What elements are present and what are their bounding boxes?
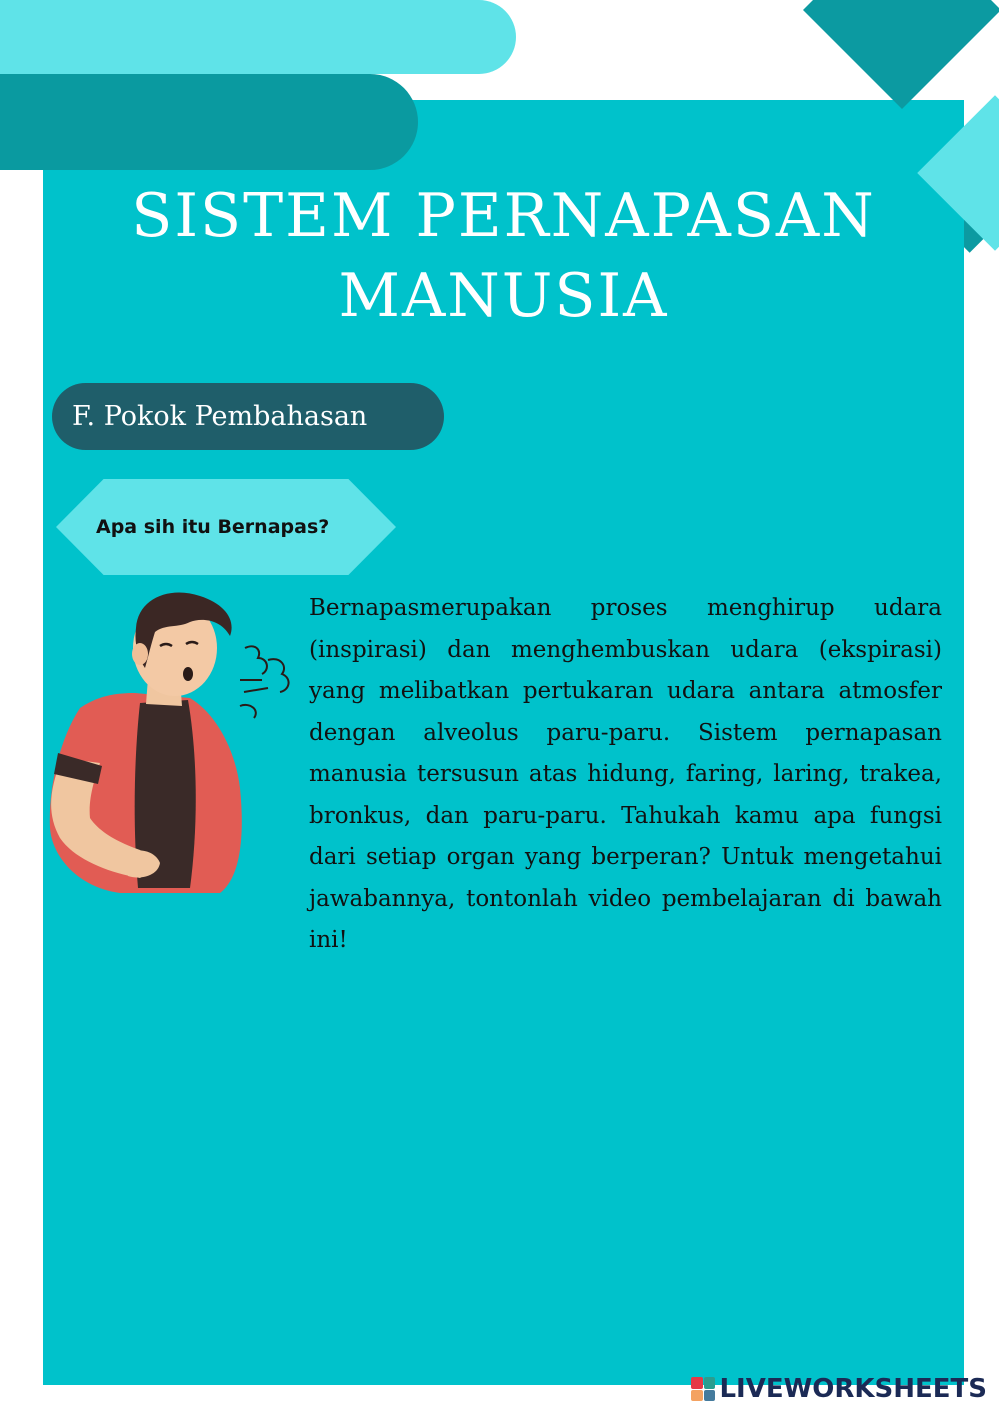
logo-square-teal	[704, 1377, 716, 1389]
logo-square-orange	[691, 1390, 703, 1402]
body-paragraph: Bernapasmerupakan proses menghirup udara (inspirasi) dan menghembuskan udara (ekspirasi) yang melibatkan pertukaran udara antara atmosfer dengan alveolus paru-paru. Sistem pernapasan manusia tersusun atas hidung, faring, laring, trakea, bronkus, dan paru-paru. Tahukah kamu apa fungsi dari setiap organ yang berperan? Untuk mengetahui jawabannya, tontonlah video pembelajaran di bawah ini!	[309, 595, 942, 953]
liveworksheets-watermark[interactable]	[691, 1371, 987, 1407]
logo-square-blue	[704, 1390, 716, 1402]
page-title: SISTEM PERNAPASAN MANUSIA	[131, 181, 876, 331]
decorative-pill-dark	[0, 74, 418, 170]
question-label: Apa sih itu Bernapas?	[96, 516, 330, 538]
liveworksheets-logo-icon	[691, 1377, 715, 1401]
watermark-text: LIVEWORKSHEETS	[719, 1374, 987, 1404]
decorative-pill-light	[0, 0, 516, 74]
section-badge: F. Pokok Pembahasan	[52, 383, 444, 450]
logo-square-red	[691, 1377, 703, 1389]
decorative-diamond-dark	[803, 0, 999, 109]
breathing-person-illustration	[40, 588, 300, 898]
